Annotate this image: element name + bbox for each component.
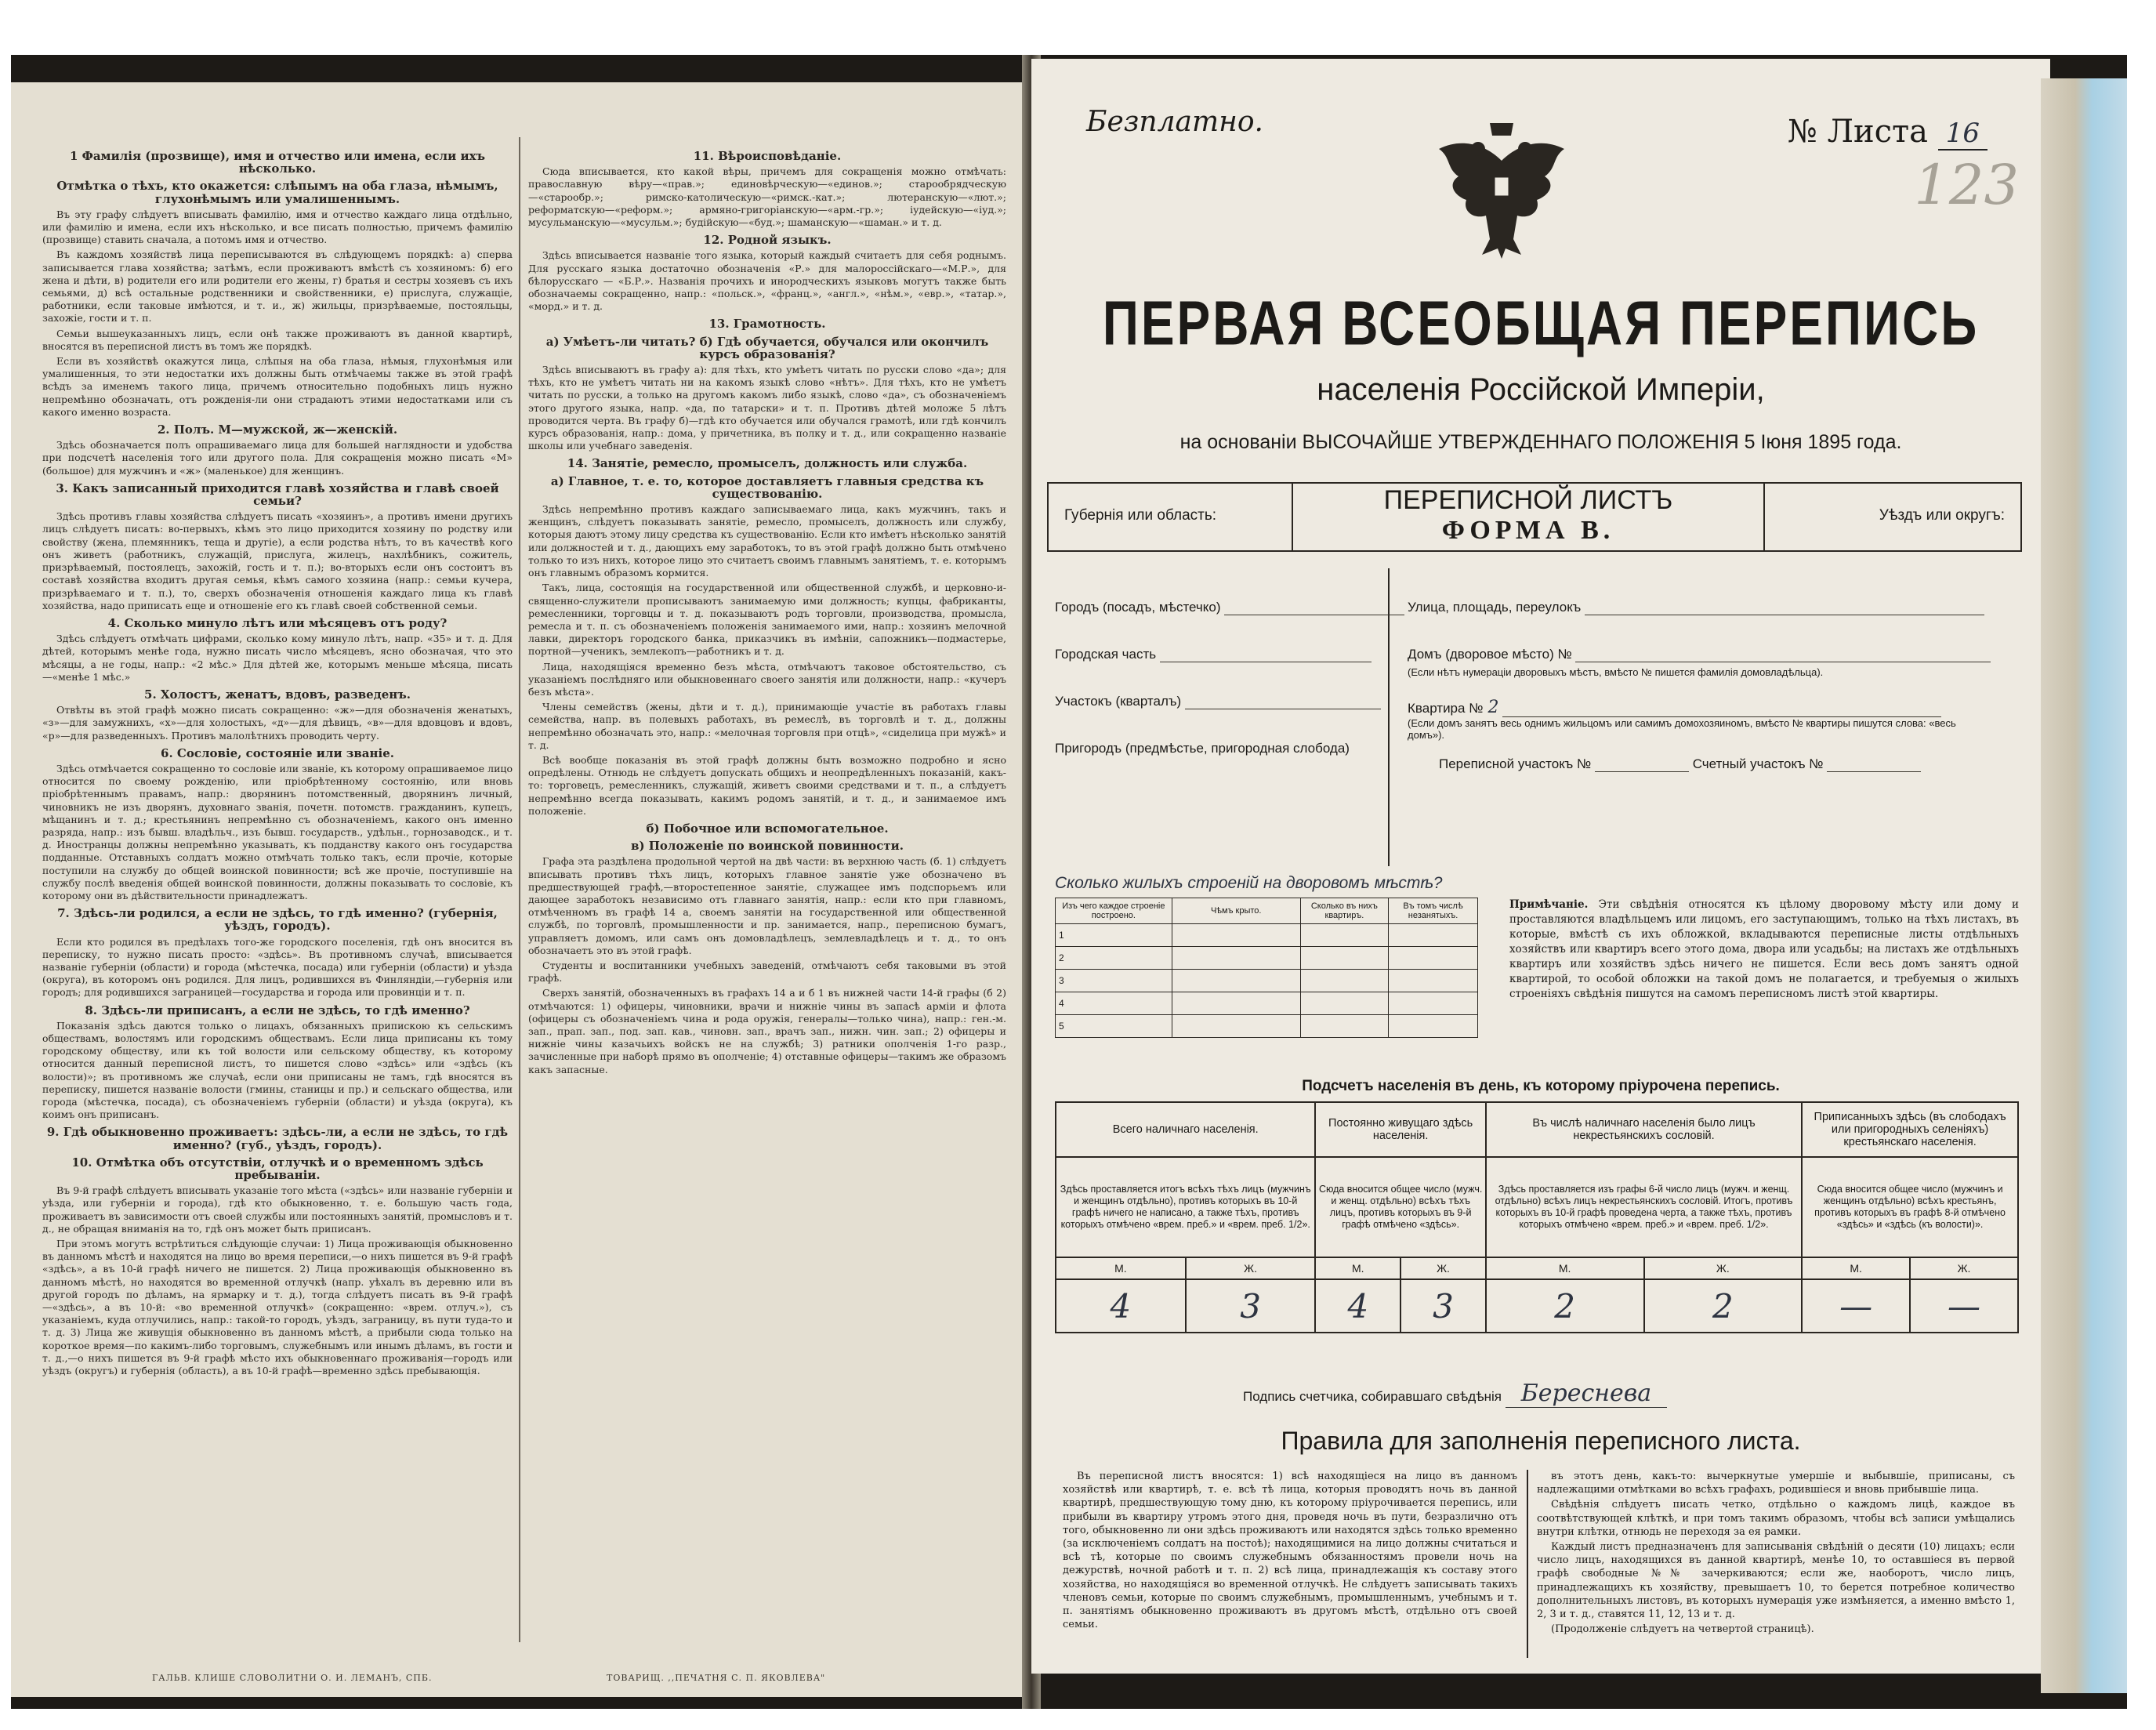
buildings-row	[1056, 992, 1478, 1015]
buildings-question: Сколько жилыхъ строеній на дворовомъ мѣстѣ?	[1055, 874, 1443, 892]
city-field[interactable]: Городъ (посадъ, мѣстечко)	[1055, 600, 1404, 615]
buildings-cell[interactable]	[1389, 1015, 1478, 1038]
population-head-permanent: Постоянно живущаго здѣсь населенія.	[1315, 1102, 1485, 1157]
buildings-cell[interactable]	[1300, 1015, 1388, 1038]
house-field[interactable]: Домъ (дворовое мѣсто) №	[1408, 647, 1991, 662]
female-label: Ж.	[1910, 1257, 2018, 1279]
instructions-column-right	[528, 145, 1006, 1079]
street-field[interactable]: Улица, площадь, переулокъ	[1408, 600, 1984, 615]
instruction-heading: 3. Какъ записанный приходится главѣ хозяйства и главѣ своей семьи?	[56, 481, 499, 509]
buildings-row	[1056, 924, 1478, 947]
open-census-book	[11, 55, 2127, 1709]
rules-paragraph: Каждый листъ предназначенъ для записыванія свѣдѣній о десяти (10) лицахъ; если число лицъ, находящихся въ данной квартирѣ, менѣе 10, то оставшіеся въ первой графѣ свободные №№ зачеркиваются; если же, наоборотъ, число лицъ, принадлежащихъ къ хозяйству, превышаетъ 10, то берется потребное количество дополнительныхъ листовъ, въ которыхъ нумерація уже измѣняется, а именно вмѣсто 1, 2, 3 и т. д., ставятся 11, 12, 13 и т. д.	[1537, 1541, 2015, 1621]
rules-paragraph: (Продолженіе слѣдуетъ на четвертой страницѣ).	[1551, 1623, 1814, 1636]
buildings-cell[interactable]	[1300, 992, 1388, 1015]
population-head-noncrest: Въ числѣ наличнаго населенія было лицъ некрестьянскихъ сословій.	[1486, 1102, 1802, 1157]
page-title: ПЕРВАЯ ВСЕОБЩАЯ ПЕРЕПИСЬ	[1102, 288, 1980, 358]
instruction-paragraph: Лица, находящіяся временно безъ мѣста, отмѣчаютъ таковое обстоятельство, съ указаніемъ послѣдняго или обыкновеннаго своего занятія или должности, напр.: «кучеръ безъ мѣста».	[528, 660, 1006, 698]
buildings-cell[interactable]	[1172, 970, 1300, 992]
population-value[interactable]: 3	[1186, 1279, 1316, 1333]
buildings-cell[interactable]	[1389, 924, 1478, 947]
instruction-heading: 6. Сословіе, состояніе или званіе.	[161, 745, 394, 760]
buildings-cell[interactable]	[1172, 1015, 1300, 1038]
population-value[interactable]: 2	[1644, 1279, 1803, 1333]
instruction-paragraph: При этомъ могутъ встрѣтиться слѣдующіе случаи: 1) Лица проживающія обыкновенно въ данномъ мѣстѣ и находятся на лицо во время переписи,—о нихъ пишется въ 9-й графѣ «здѣсь», а въ 10-й графѣ ничего не пишется. 2) Лица проживающія обыкновенно въ данномъ мѣстѣ, но находятся во временной отлучкѣ (напр. уѣхалъ въ деревню или въ другой городъ по дѣламъ, на ярмарку и т. д.), тогда слѣдуетъ писать въ 9-й графѣ—«здѣсь», а въ 10-й: «во временной отлучкѣ» (сокращенно: «врем. отлуч.»), съ указаніемъ, куда отлучились, напр.: такой-то городъ, уѣздъ, заграницу, въ пути туда-то и т. д. 3) Лица же живущія обыкновенно въ данномъ мѣстѣ, а прибыли сюда только на короткое время—по какимъ-либо торговымъ, служебнымъ или инымъ дѣламъ, въ гости и т. д.,—о нихъ пишется въ 9-й графѣ мѣсто ихъ обыкновеннаго проживанія—городъ или уѣздъ (округъ) и губернія (область), а въ 10-й графѣ—временно здѣсь пребывающія.	[42, 1238, 513, 1377]
buildings-row-number: 5	[1056, 1015, 1172, 1038]
census-form-page	[1031, 59, 2050, 1674]
instruction-paragraph: Здѣсь слѣдуетъ отмѣчать цифрами, сколько кому минуло лѣтъ, напр. «35» и т. д. Для дѣтей, которымъ менѣе года, нужно писать число мѣсяцевъ, ясно обозначая, что это мѣсяцы, а не годы, напр.: «2 мѣс.» Для дѣтей же, которымъ меньше мѣсяца, писать—«менѣе 1 мѣс.»	[42, 633, 513, 683]
rules-title: Правила для заполненія переписного листа.	[1281, 1427, 1801, 1455]
instruction-paragraph: Показанія здѣсь даются только о лицахъ, обязанныхъ припискою къ сельскимъ обществамъ, волостямъ или городскимъ обществамъ. Если лица приписаны къ тому городскому обществу, или къ той волости или сельскому обществу, къ которому относится данный переписной листъ, то пишется слово «здѣсь» или «здѣсь (къ волости)»; въ противномъ же случаѣ, если они приписаны не тамъ, гдѣ вносятся въ переписку, пишется названіе волости (гмины, станицы и пр.) и сельскаго общества, или города (мѣстечка, посада), съ обозначеніемъ губерніи (области) и уѣзда (округа), къ коимъ онъ приписанъ.	[42, 1019, 513, 1121]
margin-number: 123	[1914, 153, 2019, 217]
buildings-row-number: 1	[1056, 924, 1172, 947]
buildings-cell[interactable]	[1389, 970, 1478, 992]
population-table	[1055, 1101, 2019, 1333]
instruction-paragraph: Въ эту графу слѣдуетъ вписывать фамилію, имя и отчество каждаго лица отдѣльно, или фамилію и имена, если ихъ нѣсколько, и все писать полностью, причемъ фамилію (прозвище) ставить сначала, а потомъ имя и отчество.	[42, 208, 513, 246]
apartment-field[interactable]: Квартира № 2	[1408, 698, 1941, 717]
instruction-paragraph: Всѣ вообще показанія въ этой графѣ должны быть возможно подробно и ясно опредѣлены. Отнюдь не слѣдуетъ допускать общихъ и неопредѣленныхъ показаній, какъ-то: торговецъ, ремесленникъ, служащій, живетъ своими средствами и т. п., а слѣдуетъ непремѣнно всегда показывать, какимъ родомъ занятій, и т. д., и занимаемое имъ положеніе.	[528, 753, 1006, 817]
instruction-paragraph: Графа эта раздѣлена продольной чертой на двѣ части: въ верхнюю часть (б. 1) слѣдуетъ вписывать противъ тѣхъ лицъ, которыхъ главное занятіе уже обозначено въ предшествующей графѣ,—второстепенное занятіе, служащее имъ подспорьемъ или дающее заработокъ независимо отъ главнаго занятія, напр.: если кто при главномъ, отмѣченномъ въ графѣ 14 а, своемъ занятіи на государственной или общественной службѣ, по торговлѣ, промышленности и пр. занимается, напр., переписною бумагъ, управляетъ домомъ, или самъ онъ домовладѣлецъ, землевладѣлецъ и т. д., то онъ обозначаетъ это въ этой графѣ.	[528, 855, 1006, 956]
district-field[interactable]: Участокъ (кварталъ)	[1055, 694, 1381, 709]
buildings-cell[interactable]	[1300, 924, 1388, 947]
footer-printer-left: ГАЛЬВ. КЛИШЕ СЛОВОЛИТНИ О. И. ЛЕМАНЪ, СПБ.	[152, 1673, 433, 1683]
instruction-paragraph: Здѣсь отмѣчается сокращенно то сословіе или званіе, къ которому опрашиваемое лицо относится по своему рожденію, или пріобрѣтенному состоянію, или вновь пріобрѣтеннымъ правамъ, напр.: дворянинъ потомственный, дворянинъ личный, чиновникъ не изъ дворянъ, духовнаго званія, почетн. потомств. гражданинъ, купецъ, мѣщанинъ и т. д.; крестьянинъ непремѣнно съ обозначеніемъ, какого онъ именно разряда, напр.: изъ бывш. владѣльч., изъ бывш. государств., удѣльн., горнозаводск., и т. д. Иностранцы должны непремѣнно указывать, къ подданству какого онъ государства подданные. Отставныхъ солдатъ можно отмѣчать только такъ, если прочіе, которые поступили на службу до общей воинской повинности; всѣ же прочіе, поступившіе на службу послѣ введенія общей воинской повинности, должны показывать то сословіе, къ которому они въ дѣйствительности принадлежатъ.	[42, 762, 513, 901]
subtitle: населенія Россійской Имперіи,	[1317, 372, 1765, 407]
count-district-label: Счетный участокъ №	[1692, 756, 1824, 771]
instructions-column-left	[42, 145, 513, 1380]
male-label: М.	[1486, 1257, 1644, 1279]
house-note: (Если нѣтъ нумераціи дворовыхъ мѣстъ, вмѣсто № пишется фамилія домовладѣльца).	[1408, 666, 1824, 678]
instruction-heading: 4. Сколько минуло лѣтъ или мѣсяцевъ отъ роду?	[107, 615, 448, 630]
buildings-header-vacant: Въ томъ числѣ незанятыхъ.	[1389, 898, 1478, 924]
note-text: Эти свѣдѣнія относятся къ цѣлому дворовому мѣсту или дому и проставляются владѣльцемъ или лицомъ, его заступающимъ, только на тѣхъ листахъ, въ которые, вмѣстѣ съ ихъ обложкой, вкладываются переписные листы отдѣльныхъ хозяйствъ или квартиръ всего этого дома, двора или усадьбы; на листахъ же отдѣльныхъ квартиръ или хозяйствъ здѣсь ничего не пишется. Если весь домъ занятъ одной квартирой, то особой обложки на такой домъ не полагается, и требуемыя о жилыхъ строеніяхъ свѣдѣнія пишутся на самомъ переписномъ листѣ этой квартиры.	[1509, 898, 2019, 1000]
instruction-heading: 11. Вѣроисповѣданіе.	[693, 149, 842, 163]
instruction-heading: Отмѣтка о тѣхъ, кто окажется: слѣпымъ на оба глаза, нѣмымъ, глухонѣмымъ или умалишеннымъ.	[56, 179, 498, 206]
population-value[interactable]: 3	[1400, 1279, 1486, 1333]
population-desc-noncrest: Здѣсь проставляется изъ графы 6-й число лицъ (мужч. и женщ. отдѣльно) всѣхъ лицъ некрестьянскихъ сословій. Итогъ, противъ которыхъ въ 10-й графѣ проведена черта, а также тѣхъ, противъ которыхъ отмѣчено «врем. преб.» и «врем. преб. 1/2».	[1486, 1157, 1802, 1257]
instruction-paragraph: Члены семействъ (жены, дѣти и т. д.), принимающіе участіе въ работахъ главы семейства, напр. въ полевыхъ работахъ, въ ремеслѣ, въ торговлѣ и т. д., должны непремѣнно обозначать это, напр.: «мелочная торговля при отцѣ», «сиделица при мужѣ» и т. д.	[528, 701, 1006, 751]
buildings-row-number: 4	[1056, 992, 1172, 1015]
buildings-header-material: Изъ чего каждое строеніе построено.	[1056, 898, 1172, 924]
legal-basis: на основаніи ВЫСОЧАЙШЕ УТВЕРЖДЕННАГО ПОЛОЖЕНІЯ 5 Іюня 1895 года.	[1179, 431, 1902, 453]
rules-paragraph: Свѣдѣнія слѣдуетъ писать четко, отдѣльно о каждомъ лицѣ, каждое въ соотвѣтствующей клѣткѣ, и при томъ такимъ образомъ, чтобы всѣ записи умѣщались внутри клѣтки, отнюдь не переходя за ея рамки.	[1537, 1499, 2015, 1538]
instruction-heading: 2. Полъ. М—мужской, ж—женскій.	[157, 423, 398, 437]
instruction-heading: 13. Грамотность.	[708, 317, 826, 332]
buildings-row	[1056, 970, 1478, 992]
female-label: Ж.	[1186, 1257, 1316, 1279]
instruction-heading: 14. Занятіе, ремесло, промыселъ, должность или служба.	[567, 456, 968, 471]
city-part-field[interactable]: Городская часть	[1055, 647, 1372, 662]
instruction-heading: 10. Отмѣтка объ отсутствіи, отлучкѣ и о временномъ здѣсь пребываніи.	[71, 1155, 484, 1183]
buildings-table	[1055, 898, 1478, 1038]
signature-value: Береснева	[1506, 1380, 1667, 1408]
rules-column-right	[1537, 1470, 2015, 1638]
buildings-row	[1056, 947, 1478, 970]
rules-paragraph: въ этотъ день, какъ-то: вычеркнутые умершіе и выбывшіе, приписаны, съ надлежащими отмѣтками во всѣхъ графахъ, родившіеся и вновь прибывшіе лица.	[1537, 1471, 2015, 1496]
instruction-heading: в) Положеніе по воинской повинности.	[631, 839, 904, 854]
male-label: М.	[1315, 1257, 1400, 1279]
census-district-field[interactable]: Переписной участокъ № Счетный участокъ №	[1439, 756, 1921, 772]
apartment-value: 2	[1487, 698, 1499, 717]
instruction-paragraph: Если въ хозяйствѣ окажутся лица, слѣпыя на оба глаза, нѣмыя, глухонѣмыя или умалишенныя, то эти недостатки ихъ должны быть отмѣчаемы также въ этой графѣ всѣдъ за именемъ такого лица, причемъ относительно подобныхъ лицъ нужно непремѣнно обозначать, отъ рожденія-ли они страдаютъ этими недостатками или съ какого именно возраста.	[42, 355, 513, 418]
suburb-field[interactable]: Пригородъ (предмѣстье, пригородная слобода)	[1055, 741, 1350, 756]
signature-line	[1243, 1380, 1667, 1407]
population-value[interactable]: —	[1910, 1279, 2018, 1333]
instruction-heading: а) Главное, т. е. то, которое доставляетъ главныя средства къ существованію.	[550, 473, 984, 501]
instruction-paragraph: Здѣсь противъ главы хозяйства слѣдуетъ писать «хозяинъ», а противъ имени другихъ лицъ слѣдуетъ писать: во-первыхъ, кѣмъ это лицо приходится хозяину по родству или свойству (жена, племянникъ, теща и другіе), а если родства нѣтъ, то въ качествѣ кого онъ живетъ (работникъ, служащій, прислуга, жилецъ, нахлѣбникъ, сожитель, призрѣваемый, постоялецъ, захожій, гость и т. п.); во-вторыхъ если онъ состоитъ въ составѣ хозяйства входитъ другая семья, кѣмъ самого хозяина (напр.: семьи кучера, призрѣваемаго и т. п.), то, сверхъ обозначенія отношенія каждаго лица къ главѣ хозяйства, надо приписать еще и отношеніе его къ главѣ своей собственной семьи.	[42, 510, 513, 611]
male-label: М.	[1056, 1257, 1186, 1279]
buildings-cell[interactable]	[1300, 970, 1388, 992]
female-label: Ж.	[1644, 1257, 1803, 1279]
instruction-paragraph: Здѣсь непремѣнно противъ каждаго записываемаго лица, какъ мужчинъ, такъ и женщинъ, слѣдуетъ показывать занятіе, ремесло, промыселъ, должность или службу, которыя даютъ этому лицу средства къ существованію. Если кто имѣетъ нѣсколько занятій или должностей и т. д., дающихъ ему заработокъ, то въ этой графѣ должно быть отмѣчено только то изъ нихъ, которое лицо это считаетъ своимъ главнымъ занятіемъ, т. е. которымъ онъ главнымъ образомъ кормится.	[528, 503, 1006, 579]
population-value[interactable]: 4	[1315, 1279, 1400, 1333]
instruction-paragraph: Отвѣты въ этой графѣ можно писать сокращенно: «ж»—для обозначенія женатыхъ, «з»—для замужнихъ, «х»—для холостыхъ, «д»—для дѣвицъ, «в»—для вдовцовъ и вдовъ, «р»—для разведенныхъ. Противъ малолѣтнихъ проводить черту.	[42, 704, 513, 742]
instruction-paragraph: Если кто родился въ предѣлахъ того-же городского поселенія, гдѣ онъ вносится въ переписку, то нужно писать просто: «здѣсь». Въ противномъ случаѣ, вписывается названіе губерніи (области) и города (мѣстечка, посада) или губерніи (области) и уѣзда (округа), въ которомъ онъ родился. Для лицъ, родившихся въ Финляндіи,—губернія или городъ; для родившихся заграницей—государства и города или провинціи и т. п.	[42, 935, 513, 999]
instruction-paragraph: Сюда вписывается, кто какой вѣры, причемъ для сокращенія можно отмѣчать: православную вѣру—«прав.»; единовѣрческую—«единов.»; старообрядческую—«старообр.»; римско-католическую—«римск.-кат.»; лютеранскую—«лют.»; реформатскую—«реформ.»; армяно-григоріанскую—«арм.-гр.»; іудейскую—«іуд.»; мусульманскую—«мусульм.»; будійскую—«буд.»; шаманскую—«шаман.» и т. д.	[528, 165, 1006, 229]
population-head-peasant: Приписанныхъ здѣсь (въ слободахъ или пригородныхъ селеніяхъ) крестьянскаго населенія.	[1802, 1102, 2018, 1157]
buildings-cell[interactable]	[1172, 947, 1300, 970]
buildings-header-roof: Чѣмъ крыто.	[1172, 898, 1300, 924]
population-desc-permanent: Сюда вносится общее число (мужч. и женщ. отдѣльно) всѣхъ тѣхъ лицъ, противъ которыхъ въ 9-й графѣ отмѣчено «здѣсь».	[1315, 1157, 1485, 1257]
apartment-note: (Если домъ занятъ весь однимъ жильцомъ или самимъ домохозяиномъ, вмѣсто № квартиры пишутся слова: «весь домъ»).	[1408, 717, 1956, 741]
buildings-cell[interactable]	[1172, 992, 1300, 1015]
population-value[interactable]: 2	[1486, 1279, 1644, 1333]
note-block	[1509, 898, 2019, 1002]
population-desc-total: Здѣсь проставляется итогъ всѣхъ тѣхъ лицъ (мужчинъ и женщинъ отдѣльно), противъ которыхъ въ 10-й графѣ ничего не написано, а также тѣхъ, противъ которыхъ отмѣчено «врем. преб.» и «врем. преб. 1/2».	[1056, 1157, 1315, 1257]
population-count-title: Подсчетъ населенія въ день, къ которому пріурочена перепись.	[1302, 1078, 1780, 1094]
buildings-cell[interactable]	[1389, 992, 1478, 1015]
instruction-heading: 9. Гдѣ обыкновенно проживаетъ: здѣсь-ли, а если не здѣсь, то гдѣ именно? (губ., уѣздъ, городъ).	[46, 1125, 509, 1152]
sheet-title: ПЕРЕПИСНОЙ ЛИСТЪ	[1383, 485, 1673, 515]
buildings-cell[interactable]	[1389, 947, 1478, 970]
sheet-number-label: № Листа	[1788, 114, 1929, 150]
double-headed-eagle-icon	[1423, 114, 1580, 266]
instruction-heading: 5. Холостъ, женатъ, вдовъ, разведенъ.	[144, 687, 411, 702]
instruction-paragraph: Сверхъ занятій, обозначенныхъ въ графахъ 14 а и б 1 въ нижней части 14-й графы (б 2) отмѣчаются: 1) офицеры, чиновники, врачи и нижніе чины въ запасѣ арміи и флота (офицеры съ обозначеніемъ чина и рода оружія, генералы—только чина), напр.: ген.-м. зап., прап. зап., под. зап. кав., чиновн. зап., врачъ зап., нижн. чин. зап.; 2) офицеры и нижніе чины казачьихъ войскъ не на службѣ; 3) ратники ополченія 1-го разр., зачисленные при наборѣ прямо въ ополченіе; 4) отставные офицеры—такимъ же образомъ какъ запасные.	[528, 987, 1006, 1075]
instruction-paragraph: Здѣсь обозначается полъ опрашиваемаго лица для большей наглядности и удобства при подсчетѣ населенія того или другого пола. Для сокращенія можно писать «М» (большое) для мужчинъ и «ж» (маленькое) для женщинъ.	[42, 439, 513, 477]
instruction-heading: 8. Здѣсь-ли приписанъ, а если не здѣсь, то гдѣ именно?	[85, 1003, 470, 1017]
instruction-heading: б) Побочное или вспомогательное.	[646, 821, 889, 836]
female-label: Ж.	[1400, 1257, 1486, 1279]
sheet-title-cell	[1292, 484, 1765, 550]
rules-column-left	[1063, 1470, 1517, 1633]
free-label: Безплатно.	[1086, 106, 1263, 138]
footer-printer-right: ТОВАРИЩ. ,,ПЕЧАТНЯ С. П. ЯКОВЛЕВА"	[607, 1673, 826, 1683]
signature-label: Подпись счетчика, собиравшаго свѣдѣнія	[1243, 1389, 1502, 1404]
note-label: Примѣчаніе.	[1509, 898, 1589, 911]
uezd-label: Уѣздъ или округъ:	[1879, 507, 2005, 524]
instructions-page	[11, 82, 1030, 1697]
buildings-cell[interactable]	[1172, 924, 1300, 947]
instruction-paragraph: Семьи вышеуказанныхъ лицъ, если онѣ также проживаютъ въ данной квартирѣ, вносятся въ переписной листъ въ томъ же порядкѣ.	[42, 327, 513, 352]
form-header-box	[1047, 482, 2022, 552]
population-value[interactable]: 4	[1056, 1279, 1186, 1333]
instruction-heading: 7. Здѣсь-ли родился, а если не здѣсь, то гдѣ именно? (губернія, уѣздъ, городъ).	[57, 906, 498, 934]
rules-divider	[1527, 1470, 1528, 1658]
buildings-cell[interactable]	[1300, 947, 1388, 970]
instruction-heading: 12. Родной языкъ.	[703, 233, 832, 248]
instruction-heading: 1 Фамилія (прозвище), имя и отчество или имена, если ихъ нѣсколько.	[69, 149, 486, 176]
population-value[interactable]: —	[1802, 1279, 1910, 1333]
rules-paragraph: Въ переписной листъ вносятся: 1) всѣ находящіеся на лицо въ данномъ хозяйствѣ или квартирѣ, т. е. всѣ тѣ лица, которыя проводятъ ночь въ данной квартирѣ, предшествующую тому дню, къ которому пріурочивается перепись, или прибыли въ квартиру утромъ этого дня, проведя ночь въ пути, безразлично отъ того, обыкновенно ли они здѣсь проживаютъ или находятся здѣсь только временно (за исключеніемъ солдатъ на постоѣ); находящимися на лицо должны считаться и всѣ тѣ, которые по своимъ служебнымъ обязанностямъ провели ночь на дежурствѣ, ночной работѣ и т. п. 2) всѣ лица, принадлежащія къ составу этого хозяйства, но находящіяся во временной отлучкѣ. Не слѣдуетъ записывать такихъ членовъ семьи, которые по своимъ служебнымъ, промышленнымъ, учебнымъ и т. п. занятіямъ обыкновенно проживаютъ въ другомъ мѣстѣ, отдѣльно отъ своей семьи.	[1063, 1471, 1517, 1631]
male-label: М.	[1802, 1257, 1910, 1279]
form-letter: ФОРМА В.	[1441, 516, 1615, 545]
population-desc-peasant: Сюда вносится общее число (мужчинъ и женщинъ отдѣльно) всѣхъ крестьянъ, противъ которыхъ въ графѣ 8-й отмѣчено «здѣсь» и «здѣсь (къ волости)».	[1802, 1157, 2018, 1257]
instruction-paragraph: Студенты и воспитанники учебныхъ заведеній, отмѣчаютъ себя таковыми въ этой графѣ.	[528, 959, 1006, 985]
gubernia-label: Губернія или область:	[1064, 507, 1217, 524]
instruction-paragraph: Въ 9-й графѣ слѣдуетъ вписывать указаніе того мѣста («здѣсь» или названіе губерніи и уѣзда, или губерніи и города), гдѣ кто обыкновенно, т. е. большую часть года, проживаетъ въ зависимости отъ своей службы или постоянныхъ занятій, промысловъ и т. д., не обращая вниманія на то, гдѣ онъ может быть приписанъ.	[42, 1184, 513, 1235]
buildings-row	[1056, 1015, 1478, 1038]
buildings-header-apartments: Сколько въ нихъ квартиръ.	[1300, 898, 1388, 924]
instruction-paragraph: Въ каждомъ хозяйствѣ лица переписываются въ слѣдующемъ порядкѣ: а) сперва записывается глава хозяйства; затѣмъ, если проживаютъ вмѣстѣ съ хозяиномъ: б) его жена и дѣти, в) родители его или родители его жены, г) братья и сестры хозяевъ съ ихъ семьями, д) всѣ остальные родственники и свойственники, е) прислуга, служащіе, работники, если таковые имѣются, и т. и., ж) жильцы, призрѣваемые, постояльцы, захожіе, гости и т. п.	[42, 248, 513, 325]
page-edges	[2041, 78, 2127, 1693]
instruction-paragraph: Здѣсь вписываютъ въ графу а): для тѣхъ, кто умѣетъ читать по русски слово «да»; для тѣхъ, кто не умѣетъ читать ни на какомъ языкѣ слово «нѣтъ». Для тѣхъ, кто не умѣетъ читать по русски, а только на другомъ какомъ либо языкѣ, слово «да», съ обозначеніемъ этого другого языка, напр. «да, по татарски» и т. п. Противъ дѣтей моложе 5 лѣтъ проводится черта. Въ графу б)—гдѣ кто обучается или обучался грамотѣ, или гдѣ кончилъ курсъ образованія, напр.: дома, у причетника, въ полку и т. д., или сокращенно названіе школы или учебнаго заведенія.	[528, 364, 1006, 452]
buildings-row-number: 2	[1056, 947, 1172, 970]
sheet-number-value: 16	[1938, 118, 1988, 151]
instruction-heading: а) Умѣетъ-ли читать? б) Гдѣ обучается, обучался или окончилъ курсъ образованія?	[545, 334, 989, 361]
column-divider	[519, 137, 520, 1642]
instruction-paragraph: Такъ, лица, состоящія на государственной или общественной службѣ, и церковно-и-священно-служители прописываютъ занимаемую ими должность; купцы, фабриканты, ремесленники, торговцы и т. д. показываютъ родъ торговли, производства, промысла, ремесла и т. п. съ обозначеніемъ положенія занимаемого ими, напр.: хозяинъ мелочной лавки, директоръ городского банка, приказчикъ въ имѣніи, сапожникъ—подмастерье, портной—ученикъ, землекопъ—работникъ и т. д.	[528, 582, 1006, 658]
instruction-paragraph: Здѣсь вписывается названіе того языка, который каждый считаетъ для себя роднымъ. Для русскаго языка достаточно обозначенія «Р.» для малороссійскаго—«М.Р.», для бѣлорусскаго — «Б.Р.». Названія прочихъ и инородческихъ языковъ могутъ также быть обозначаемы сокращенно, напр.: «польск.», «франц.», «англ.», «нѣм.», «евр.», «татар.», «морд.» и т. д.	[528, 249, 1006, 313]
sheet-number	[1788, 114, 1988, 150]
buildings-row-number: 3	[1056, 970, 1172, 992]
population-head-total: Всего наличнаго населенія.	[1056, 1102, 1315, 1157]
